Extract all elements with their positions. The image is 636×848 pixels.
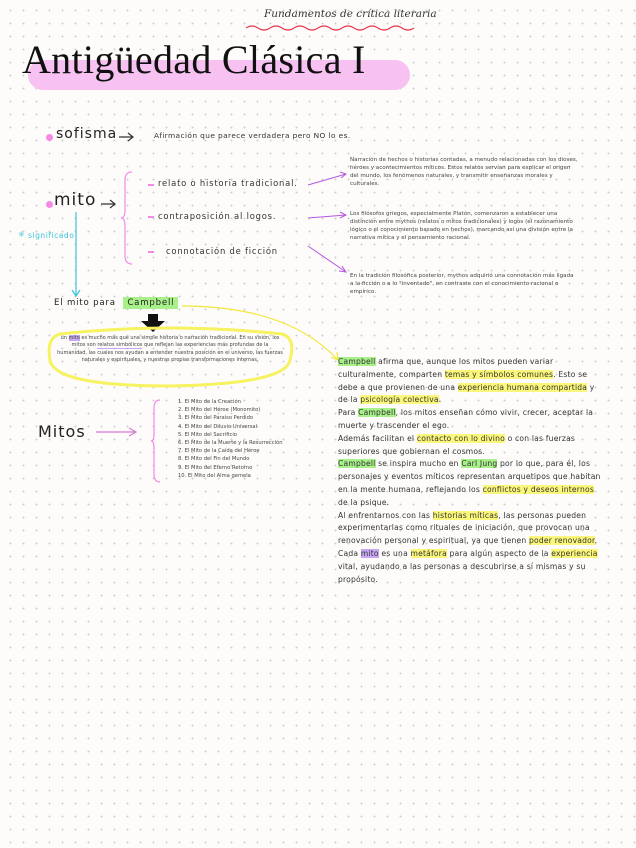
mito-branch-3: connotación de ficción (166, 246, 278, 256)
campbell-heading-name: Campbell (123, 297, 178, 309)
paragraph-text: vital, ayudando a las personas a descubrirse a sí mismas y su propósito. (338, 561, 586, 584)
list-item: 5. El Mito del Sacrificio (178, 431, 237, 438)
mitos-brace-icon (150, 398, 162, 484)
mito-note-2: Los filósofos griegos, especialmente Platón, comenzaron a establecer una distinción entre mythos (relatos o mitos tradicionales) y logos (el razonamiento lógico o el conocimiento basado en hechos), marcando así una división entre la narrativa mítica y el pensamiento racional. (350, 211, 573, 241)
summary-relatos-highlight: relatos simbólicos (97, 342, 143, 349)
sofisma-definition: Afirmación que parece verdadera pero NO lo es. (154, 131, 351, 140)
campbell-highlight: Campbell (338, 459, 376, 469)
arrow-right-icon (118, 132, 136, 142)
highlight-conflictos: conflictos y deseos internos (482, 484, 594, 494)
highlight-contacto: contacto con lo divino (416, 433, 505, 443)
highlight-poder: poder renovador (529, 536, 595, 546)
highlight-psicologia: psicología colectiva (360, 395, 439, 405)
paragraph-text: . (438, 395, 442, 405)
paragraph-text: Para (338, 408, 359, 418)
list-item: 1. El Mito de la Creación (178, 399, 241, 405)
paragraph-text: es una (378, 548, 411, 558)
mitos-list (178, 398, 288, 480)
campbell-highlight: Campbell (338, 357, 376, 366)
mito-branch-2: contraposición al logos. (158, 211, 277, 221)
highlight-mito: mito (360, 548, 379, 558)
paragraph-text: , las personas pueden experimentarlas como rituales de iniciación, que provocan una renovación personal y espiritual, ya que tienen (338, 510, 590, 546)
paragraph-text: . (594, 536, 598, 546)
paragraph-text: Además facilitan el (338, 433, 417, 443)
highlight-experiencia: experiencia humana compartida (457, 382, 588, 392)
mitos-label: Mitos (38, 422, 86, 441)
significado-label: significado (28, 231, 75, 240)
paragraph-text: Cada (338, 548, 361, 558)
page-title: Antigüedad Clásica I (22, 37, 366, 82)
mito-bullet (46, 201, 53, 208)
list-item: 8. El Mito del Fin del Mundo (178, 456, 250, 463)
paragraph-2 (338, 407, 604, 433)
branch-dash (148, 251, 154, 253)
paragraph-text: se inspira mucho en (375, 459, 462, 469)
paragraph-6 (338, 548, 604, 586)
campbell-paragraph (338, 356, 604, 586)
campbell-summary (56, 335, 284, 365)
summary-text: que reflejan las experiencias más profundas de la humanidad, las cuales nos ayudan a entender nuestra posición en el universo, las fuerzas naturales y espirituales, y nuestras propias transformaciones internas. (57, 342, 283, 364)
highlight-metafora: metáfora (410, 548, 447, 558)
paragraph-text: y de la (338, 382, 595, 405)
mito-branch-1: relato o historia tradicional. (158, 178, 298, 188)
highlight-temas: temas y símbolos comunes (444, 369, 554, 379)
paragraph-text: , los mitos enseñan cómo vivir, crecer, aceptar la muerte y trascender el ego. (338, 408, 594, 430)
arrow-down-icon (70, 210, 82, 300)
paragraph-text: afirma que, aunque los mitos pueden variar culturalmente, comparten (338, 357, 554, 379)
paragraph-text: por lo que, para él, los personajes y eventos míticos representan arquetipos que habitan en la mente humana, reflejando los (338, 459, 601, 494)
brace-icon (120, 170, 134, 266)
campbell-heading-prefix: El mito para (54, 298, 116, 308)
sofisma-bullet (46, 134, 53, 141)
summary-text: es mucho más que una simple historia o narración tradicional. En su visión, los mitos son (71, 335, 280, 349)
mito-note-1: Narración de hechos o historias contadas, a menudo relacionadas con los dioses, héroes y acontecimientos míticos. Estos relatos servían para explicar el origen del mundo, los fenómenos naturales, y transmitir enseñanzas morales y culturales. (350, 157, 578, 187)
paragraph-1 (338, 356, 604, 407)
list-item: 4. El Mito del Diluvio Universal (178, 423, 258, 430)
arrow-right-icon (100, 199, 118, 209)
branch-dash (148, 184, 154, 186)
mito-note-3: En la tradición filosófica posterior, mythos adquirió una connotación más ligada a la ficción o a lo "inventado", en contraste con el conocimiento racional o empírico. (350, 273, 574, 295)
jung-highlight: Carl Jung (461, 459, 498, 469)
significado-star-icon: ✳ (18, 230, 25, 239)
list-item: 6. El Mito de la Muerte y la Resurrección (178, 440, 283, 447)
list-item: 9. El Mito del Eterno Retorno (178, 464, 253, 471)
paragraph-text: Al enfrentarnos con las (338, 510, 433, 520)
campbell-heading (54, 298, 178, 308)
course-title: Fundamentos de crítica literaria (264, 8, 437, 20)
highlight-historias: historias míticas (432, 510, 499, 520)
paragraph-text: para algún aspecto de la (446, 548, 552, 558)
highlight-experiencia-vital: experiencia (551, 548, 598, 558)
paragraph-text: . Esto se debe a que provienen de una (338, 369, 588, 392)
list-item: 2. El Mito del Héroe (Monomito) (178, 407, 261, 414)
list-item: 7. El Mito de la Caída del Héroe (178, 448, 260, 455)
campbell-highlight: Campbell (358, 408, 396, 418)
paragraph-4 (338, 458, 604, 509)
paragraph-3 (338, 433, 604, 459)
list-item: 10. El Mito del Alma gemela (178, 472, 251, 479)
summary-mito-highlight: mito (68, 335, 80, 341)
header-underline-squiggle (244, 23, 424, 33)
branch-dash (148, 216, 154, 218)
mito-term: mito (54, 190, 97, 210)
sofisma-term: sofisma (56, 126, 118, 142)
arrow-right-icon (94, 426, 140, 438)
list-item: 3. El Mito del Paraíso Perdido (178, 415, 254, 422)
branch-connectors (280, 160, 350, 300)
paragraph-text: de la psique. (338, 497, 390, 507)
paragraph-text: o con las fuerzas superiores que gobiernan el cosmos. (338, 433, 576, 456)
summary-text: un (60, 335, 69, 341)
paragraph-5 (338, 510, 604, 548)
